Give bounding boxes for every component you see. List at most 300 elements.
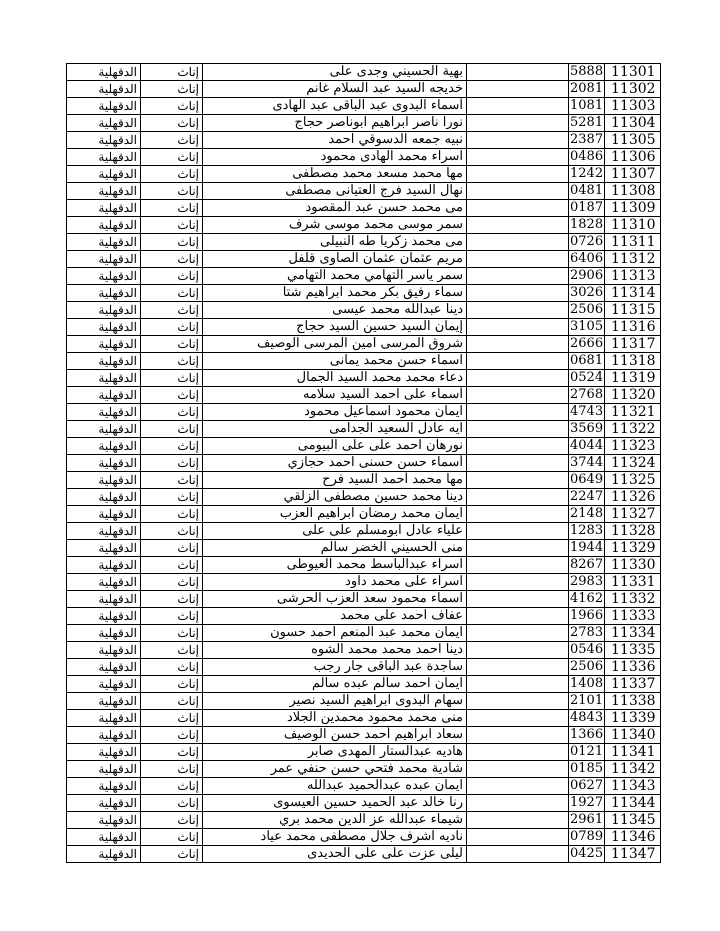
code-cell: 4162 xyxy=(570,591,604,606)
seat-number-cell: 11324 xyxy=(605,455,661,472)
seat-number-cell: 11316 xyxy=(605,319,661,336)
governorate-cell: الدقهلية xyxy=(67,846,141,863)
code-cell: 0481 xyxy=(570,183,604,198)
empty-cell xyxy=(467,540,569,557)
gender-cell: إناث xyxy=(141,659,203,676)
seat-number-cell: 11329 xyxy=(605,540,661,557)
code-cell: 3744 xyxy=(570,455,604,470)
table-row xyxy=(67,183,661,200)
gender-cell: إناث xyxy=(141,200,203,217)
governorate-cell: الدقهلية xyxy=(67,744,141,761)
governorate-cell: الدقهلية xyxy=(67,217,141,234)
seat-number-cell: 11311 xyxy=(605,234,661,251)
empty-cell xyxy=(467,387,569,404)
empty-cell xyxy=(467,659,569,676)
name-cell: أسماء البدوى عبد الباقى عبد الهادى xyxy=(203,98,467,115)
governorate-cell: الدقهلية xyxy=(67,727,141,744)
table-row xyxy=(67,149,661,166)
code-cell: 4743 xyxy=(570,404,604,419)
seat-number-cell: 11332 xyxy=(605,591,661,608)
name-cell: دينا احمد محمد محمد الشوه xyxy=(203,642,467,659)
name-cell: اسراء عبدالباسط محمد العيوطى xyxy=(203,557,467,574)
seat-number-cell: 11337 xyxy=(605,676,661,693)
governorate-cell: الدقهلية xyxy=(67,540,141,557)
name-cell: اسماء حسن محمد يمانى xyxy=(203,353,467,370)
code-cell: 2983 xyxy=(570,574,604,589)
code-cell: 2148 xyxy=(570,506,604,521)
seat-number-cell: 11341 xyxy=(605,744,661,761)
table-row xyxy=(67,574,661,591)
table-row xyxy=(67,268,661,285)
gender-cell: إناث xyxy=(141,829,203,846)
table-row xyxy=(67,234,661,251)
code-cell: 0681 xyxy=(570,353,604,368)
empty-cell xyxy=(467,319,569,336)
name-cell: هاديه عبدالستار المهدى صابر xyxy=(203,744,467,761)
gender-cell: إناث xyxy=(141,268,203,285)
governorate-cell: الدقهلية xyxy=(67,472,141,489)
students-table xyxy=(66,63,661,863)
empty-cell xyxy=(467,132,569,149)
code-cell: 0121 xyxy=(570,744,604,759)
seat-number-cell: 11309 xyxy=(605,200,661,217)
empty-cell xyxy=(467,795,569,812)
gender-cell: إناث xyxy=(141,693,203,710)
table-row xyxy=(67,693,661,710)
code-cell: 0486 xyxy=(570,149,604,164)
empty-cell xyxy=(467,642,569,659)
table-row xyxy=(67,523,661,540)
table-row xyxy=(67,744,661,761)
gender-cell: إناث xyxy=(141,761,203,778)
gender-cell: إناث xyxy=(141,455,203,472)
gender-cell: إناث xyxy=(141,132,203,149)
code-cell: 2506 xyxy=(570,302,604,317)
code-cell: 2906 xyxy=(570,268,604,283)
seat-number-cell: 11310 xyxy=(605,217,661,234)
seat-number-cell: 11308 xyxy=(605,183,661,200)
name-cell: عفاف احمد على محمد xyxy=(203,608,467,625)
name-cell: دينا محمد حسين مصطفى الزلقي xyxy=(203,489,467,506)
code-cell: 8267 xyxy=(570,557,604,572)
table-row xyxy=(67,336,661,353)
name-cell: سمر ياسر التهامي محمد التهامي xyxy=(203,268,467,285)
gender-cell: إناث xyxy=(141,795,203,812)
seat-number-cell: 11303 xyxy=(605,98,661,115)
code-cell: 1242 xyxy=(570,166,604,181)
gender-cell: إناث xyxy=(141,744,203,761)
name-cell: أسماء على احمد السيد سلامه xyxy=(203,387,467,404)
empty-cell xyxy=(467,404,569,421)
name-cell: نورهان احمد على على البيومى xyxy=(203,438,467,455)
seat-number-cell: 11314 xyxy=(605,285,661,302)
name-cell: ايمان محمد رمضان ابراهيم العزب xyxy=(203,506,467,523)
governorate-cell: الدقهلية xyxy=(67,438,141,455)
table-body xyxy=(67,64,661,863)
name-cell: ايه عادل السعيد الجدامى xyxy=(203,421,467,438)
empty-cell xyxy=(467,574,569,591)
table-row xyxy=(67,200,661,217)
table-row xyxy=(67,455,661,472)
table-row xyxy=(67,115,661,132)
seat-number-cell: 11302 xyxy=(605,81,661,98)
empty-cell xyxy=(467,370,569,387)
seat-number-cell: 11323 xyxy=(605,438,661,455)
governorate-cell: الدقهلية xyxy=(67,81,141,98)
empty-cell xyxy=(467,302,569,319)
governorate-cell: الدقهلية xyxy=(67,693,141,710)
table-row xyxy=(67,251,661,268)
governorate-cell: الدقهلية xyxy=(67,608,141,625)
seat-number-cell: 11334 xyxy=(605,625,661,642)
empty-cell xyxy=(467,285,569,302)
gender-cell: إناث xyxy=(141,285,203,302)
name-cell: مى محمد زكريا طه النبيلى xyxy=(203,234,467,251)
table-row xyxy=(67,404,661,421)
empty-cell xyxy=(467,234,569,251)
governorate-cell: الدقهلية xyxy=(67,353,141,370)
governorate-cell: الدقهلية xyxy=(67,319,141,336)
gender-cell: إناث xyxy=(141,608,203,625)
empty-cell xyxy=(467,710,569,727)
seat-number-cell: 11318 xyxy=(605,353,661,370)
name-cell: مها محمد مسعد محمد مصطفى xyxy=(203,166,467,183)
code-cell: 3105 xyxy=(570,319,604,334)
name-cell: دينا عبدالله محمد عيسى xyxy=(203,302,467,319)
seat-number-cell: 11330 xyxy=(605,557,661,574)
name-cell: ايمان احمد سالم عبده سالم xyxy=(203,676,467,693)
gender-cell: إناث xyxy=(141,370,203,387)
code-cell: 2768 xyxy=(570,387,604,402)
seat-number-cell: 11326 xyxy=(605,489,661,506)
code-cell: 2666 xyxy=(570,336,604,351)
governorate-cell: الدقهلية xyxy=(67,200,141,217)
seat-number-cell: 11305 xyxy=(605,132,661,149)
gender-cell: إناث xyxy=(141,234,203,251)
gender-cell: إناث xyxy=(141,166,203,183)
table-row xyxy=(67,812,661,829)
seat-number-cell: 11319 xyxy=(605,370,661,387)
table-row xyxy=(67,217,661,234)
gender-cell: إناث xyxy=(141,778,203,795)
code-cell: 2387 xyxy=(570,132,604,147)
empty-cell xyxy=(467,506,569,523)
table-row xyxy=(67,795,661,812)
seat-number-cell: 11344 xyxy=(605,795,661,812)
governorate-cell: الدقهلية xyxy=(67,829,141,846)
table-row xyxy=(67,319,661,336)
code-cell: 0726 xyxy=(570,234,604,249)
empty-cell xyxy=(467,98,569,115)
code-cell: 2247 xyxy=(570,489,604,504)
code-cell: 6406 xyxy=(570,251,604,266)
name-cell: ايمان محمد عبد المنعم احمد حسون xyxy=(203,625,467,642)
empty-cell xyxy=(467,455,569,472)
seat-number-cell: 11307 xyxy=(605,166,661,183)
empty-cell xyxy=(467,778,569,795)
gender-cell: إناث xyxy=(141,540,203,557)
governorate-cell: الدقهلية xyxy=(67,285,141,302)
gender-cell: إناث xyxy=(141,98,203,115)
empty-cell xyxy=(467,200,569,217)
empty-cell xyxy=(467,812,569,829)
code-cell: 0789 xyxy=(570,829,604,844)
seat-number-cell: 11315 xyxy=(605,302,661,319)
empty-cell xyxy=(467,472,569,489)
code-cell: 0425 xyxy=(570,846,604,861)
governorate-cell: الدقهلية xyxy=(67,336,141,353)
gender-cell: إناث xyxy=(141,642,203,659)
code-cell: 0546 xyxy=(570,642,604,657)
code-cell: 1366 xyxy=(570,727,604,742)
name-cell: مها محمد أحمد السيد فرح xyxy=(203,472,467,489)
name-cell: شيماء عبدالله عز الدين محمد بري xyxy=(203,812,467,829)
governorate-cell: الدقهلية xyxy=(67,812,141,829)
table-row xyxy=(67,676,661,693)
table-row xyxy=(67,64,661,81)
code-cell: 4843 xyxy=(570,710,604,725)
governorate-cell: الدقهلية xyxy=(67,795,141,812)
seat-number-cell: 11336 xyxy=(605,659,661,676)
empty-cell xyxy=(467,268,569,285)
governorate-cell: الدقهلية xyxy=(67,98,141,115)
seat-number-cell: 11304 xyxy=(605,115,661,132)
code-cell: 2961 xyxy=(570,812,604,827)
gender-cell: إناث xyxy=(141,217,203,234)
name-cell: نورا ناصر ابراهيم ابوناصر حجاج xyxy=(203,115,467,132)
name-cell: اسراء على محمد داود xyxy=(203,574,467,591)
gender-cell: إناث xyxy=(141,846,203,863)
governorate-cell: الدقهلية xyxy=(67,591,141,608)
code-cell: 3569 xyxy=(570,421,604,436)
gender-cell: إناث xyxy=(141,727,203,744)
empty-cell xyxy=(467,846,569,863)
gender-cell: إناث xyxy=(141,421,203,438)
governorate-cell: الدقهلية xyxy=(67,659,141,676)
code-cell: 1944 xyxy=(570,540,604,555)
governorate-cell: الدقهلية xyxy=(67,455,141,472)
name-cell: مريم عثمان عثمان الصاوى قلفل xyxy=(203,251,467,268)
name-cell: سهام البدوى ابراهيم السيد نصير xyxy=(203,693,467,710)
governorate-cell: الدقهلية xyxy=(67,387,141,404)
gender-cell: إناث xyxy=(141,81,203,98)
seat-number-cell: 11333 xyxy=(605,608,661,625)
gender-cell: إناث xyxy=(141,625,203,642)
seat-number-cell: 11322 xyxy=(605,421,661,438)
empty-cell xyxy=(467,336,569,353)
table-row xyxy=(67,302,661,319)
name-cell: اسراء محمد الهادى محمود xyxy=(203,149,467,166)
code-cell: 0649 xyxy=(570,472,604,487)
seat-number-cell: 11301 xyxy=(605,64,661,81)
table-row xyxy=(67,421,661,438)
governorate-cell: الدقهلية xyxy=(67,166,141,183)
table-row xyxy=(67,557,661,574)
seat-number-cell: 11343 xyxy=(605,778,661,795)
seat-number-cell: 11347 xyxy=(605,846,661,863)
empty-cell xyxy=(467,744,569,761)
gender-cell: إناث xyxy=(141,183,203,200)
gender-cell: إناث xyxy=(141,489,203,506)
code-cell: 0627 xyxy=(570,778,604,793)
table-row xyxy=(67,625,661,642)
gender-cell: إناث xyxy=(141,438,203,455)
governorate-cell: الدقهلية xyxy=(67,421,141,438)
name-cell: إيمان السيد حسين السيد حجاج xyxy=(203,319,467,336)
code-cell: 2081 xyxy=(570,81,604,96)
table-row xyxy=(67,727,661,744)
seat-number-cell: 11313 xyxy=(605,268,661,285)
seat-number-cell: 11328 xyxy=(605,523,661,540)
gender-cell: إناث xyxy=(141,506,203,523)
name-cell: خديجه السيد عبد السلام غانم xyxy=(203,81,467,98)
code-cell: 4044 xyxy=(570,438,604,453)
name-cell: شادية محمد فتحي حسن حنفي عمر xyxy=(203,761,467,778)
seat-number-cell: 11306 xyxy=(605,149,661,166)
name-cell: بهية الحسيني وجدى على xyxy=(203,64,467,81)
gender-cell: إناث xyxy=(141,387,203,404)
name-cell: منى محمد محمود محمدين الجلاد xyxy=(203,710,467,727)
governorate-cell: الدقهلية xyxy=(67,574,141,591)
empty-cell xyxy=(467,608,569,625)
seat-number-cell: 11335 xyxy=(605,642,661,659)
gender-cell: إناث xyxy=(141,591,203,608)
name-cell: علياء عادل ابومسلم على على xyxy=(203,523,467,540)
seat-number-cell: 11317 xyxy=(605,336,661,353)
governorate-cell: الدقهلية xyxy=(67,370,141,387)
governorate-cell: الدقهلية xyxy=(67,404,141,421)
empty-cell xyxy=(467,625,569,642)
code-cell: 2506 xyxy=(570,659,604,674)
governorate-cell: الدقهلية xyxy=(67,557,141,574)
gender-cell: إناث xyxy=(141,319,203,336)
empty-cell xyxy=(467,523,569,540)
gender-cell: إناث xyxy=(141,353,203,370)
seat-number-cell: 11331 xyxy=(605,574,661,591)
governorate-cell: الدقهلية xyxy=(67,149,141,166)
name-cell: رنا خالد عبد الحميد حسين العيسوى xyxy=(203,795,467,812)
code-cell: 1966 xyxy=(570,608,604,623)
table-row xyxy=(67,506,661,523)
governorate-cell: الدقهلية xyxy=(67,234,141,251)
empty-cell xyxy=(467,557,569,574)
name-cell: سعاد ابراهيم أحمد حسن الوصيف xyxy=(203,727,467,744)
gender-cell: إناث xyxy=(141,336,203,353)
code-cell: 1927 xyxy=(570,795,604,810)
seat-number-cell: 11327 xyxy=(605,506,661,523)
gender-cell: إناث xyxy=(141,812,203,829)
governorate-cell: الدقهلية xyxy=(67,761,141,778)
empty-cell xyxy=(467,353,569,370)
gender-cell: إناث xyxy=(141,523,203,540)
code-cell: 1408 xyxy=(570,676,604,691)
empty-cell xyxy=(467,761,569,778)
empty-cell xyxy=(467,591,569,608)
governorate-cell: الدقهلية xyxy=(67,625,141,642)
table-row xyxy=(67,81,661,98)
seat-number-cell: 11320 xyxy=(605,387,661,404)
gender-cell: إناث xyxy=(141,472,203,489)
gender-cell: إناث xyxy=(141,574,203,591)
empty-cell xyxy=(467,166,569,183)
name-cell: سمر موسى محمد موسى شرف xyxy=(203,217,467,234)
table-row xyxy=(67,132,661,149)
seat-number-cell: 11338 xyxy=(605,693,661,710)
empty-cell xyxy=(467,183,569,200)
code-cell: 2783 xyxy=(570,625,604,640)
seat-number-cell: 11342 xyxy=(605,761,661,778)
name-cell: نبيه جمعه الدسوقي احمد xyxy=(203,132,467,149)
gender-cell: إناث xyxy=(141,557,203,574)
empty-cell xyxy=(467,421,569,438)
table-row xyxy=(67,387,661,404)
governorate-cell: الدقهلية xyxy=(67,132,141,149)
gender-cell: إناث xyxy=(141,251,203,268)
code-cell: 1828 xyxy=(570,217,604,232)
empty-cell xyxy=(467,81,569,98)
code-cell: 2101 xyxy=(570,693,604,708)
code-cell: 0524 xyxy=(570,370,604,385)
gender-cell: إناث xyxy=(141,64,203,81)
code-cell: 1283 xyxy=(570,523,604,538)
seat-number-cell: 11321 xyxy=(605,404,661,421)
name-cell: ناديه اشرف جلال مصطفى محمد عياد xyxy=(203,829,467,846)
governorate-cell: الدقهلية xyxy=(67,302,141,319)
code-cell: 0185 xyxy=(570,761,604,776)
code-cell: 5888 xyxy=(570,64,604,79)
governorate-cell: الدقهلية xyxy=(67,642,141,659)
governorate-cell: الدقهلية xyxy=(67,676,141,693)
code-cell: 0187 xyxy=(570,200,604,215)
seat-number-cell: 11325 xyxy=(605,472,661,489)
name-cell: ايمان عبده عبدالحميد عبدالله xyxy=(203,778,467,795)
table-row xyxy=(67,710,661,727)
seat-number-cell: 11312 xyxy=(605,251,661,268)
table-row xyxy=(67,846,661,863)
seat-number-cell: 11346 xyxy=(605,829,661,846)
table-row xyxy=(67,370,661,387)
empty-cell xyxy=(467,676,569,693)
seat-number-cell: 11339 xyxy=(605,710,661,727)
table-row xyxy=(67,489,661,506)
name-cell: ساجدة عبد الباقى جار رجب xyxy=(203,659,467,676)
table-row xyxy=(67,438,661,455)
empty-cell xyxy=(467,438,569,455)
table-row xyxy=(67,659,661,676)
name-cell: مى محمد حسن عبد المقصود xyxy=(203,200,467,217)
table-row xyxy=(67,761,661,778)
empty-cell xyxy=(467,489,569,506)
governorate-cell: الدقهلية xyxy=(67,523,141,540)
empty-cell xyxy=(467,829,569,846)
table-row xyxy=(67,353,661,370)
governorate-cell: الدقهلية xyxy=(67,506,141,523)
gender-cell: إناث xyxy=(141,302,203,319)
name-cell: منى الحسيني الخضر سالم xyxy=(203,540,467,557)
governorate-cell: الدقهلية xyxy=(67,251,141,268)
name-cell: اسماء محمود سعد العزب الحرشى xyxy=(203,591,467,608)
governorate-cell: الدقهلية xyxy=(67,115,141,132)
name-cell: أسماء حسن حسنى احمد حجازي xyxy=(203,455,467,472)
gender-cell: إناث xyxy=(141,710,203,727)
name-cell: دعاء محمد محمد السيد الجمال xyxy=(203,370,467,387)
table-row xyxy=(67,642,661,659)
name-cell: ايمان محمود اسماعيل محمود xyxy=(203,404,467,421)
gender-cell: إناث xyxy=(141,115,203,132)
name-cell: شروق المرسى امين المرسى الوصيف xyxy=(203,336,467,353)
table-row xyxy=(67,829,661,846)
governorate-cell: الدقهلية xyxy=(67,710,141,727)
